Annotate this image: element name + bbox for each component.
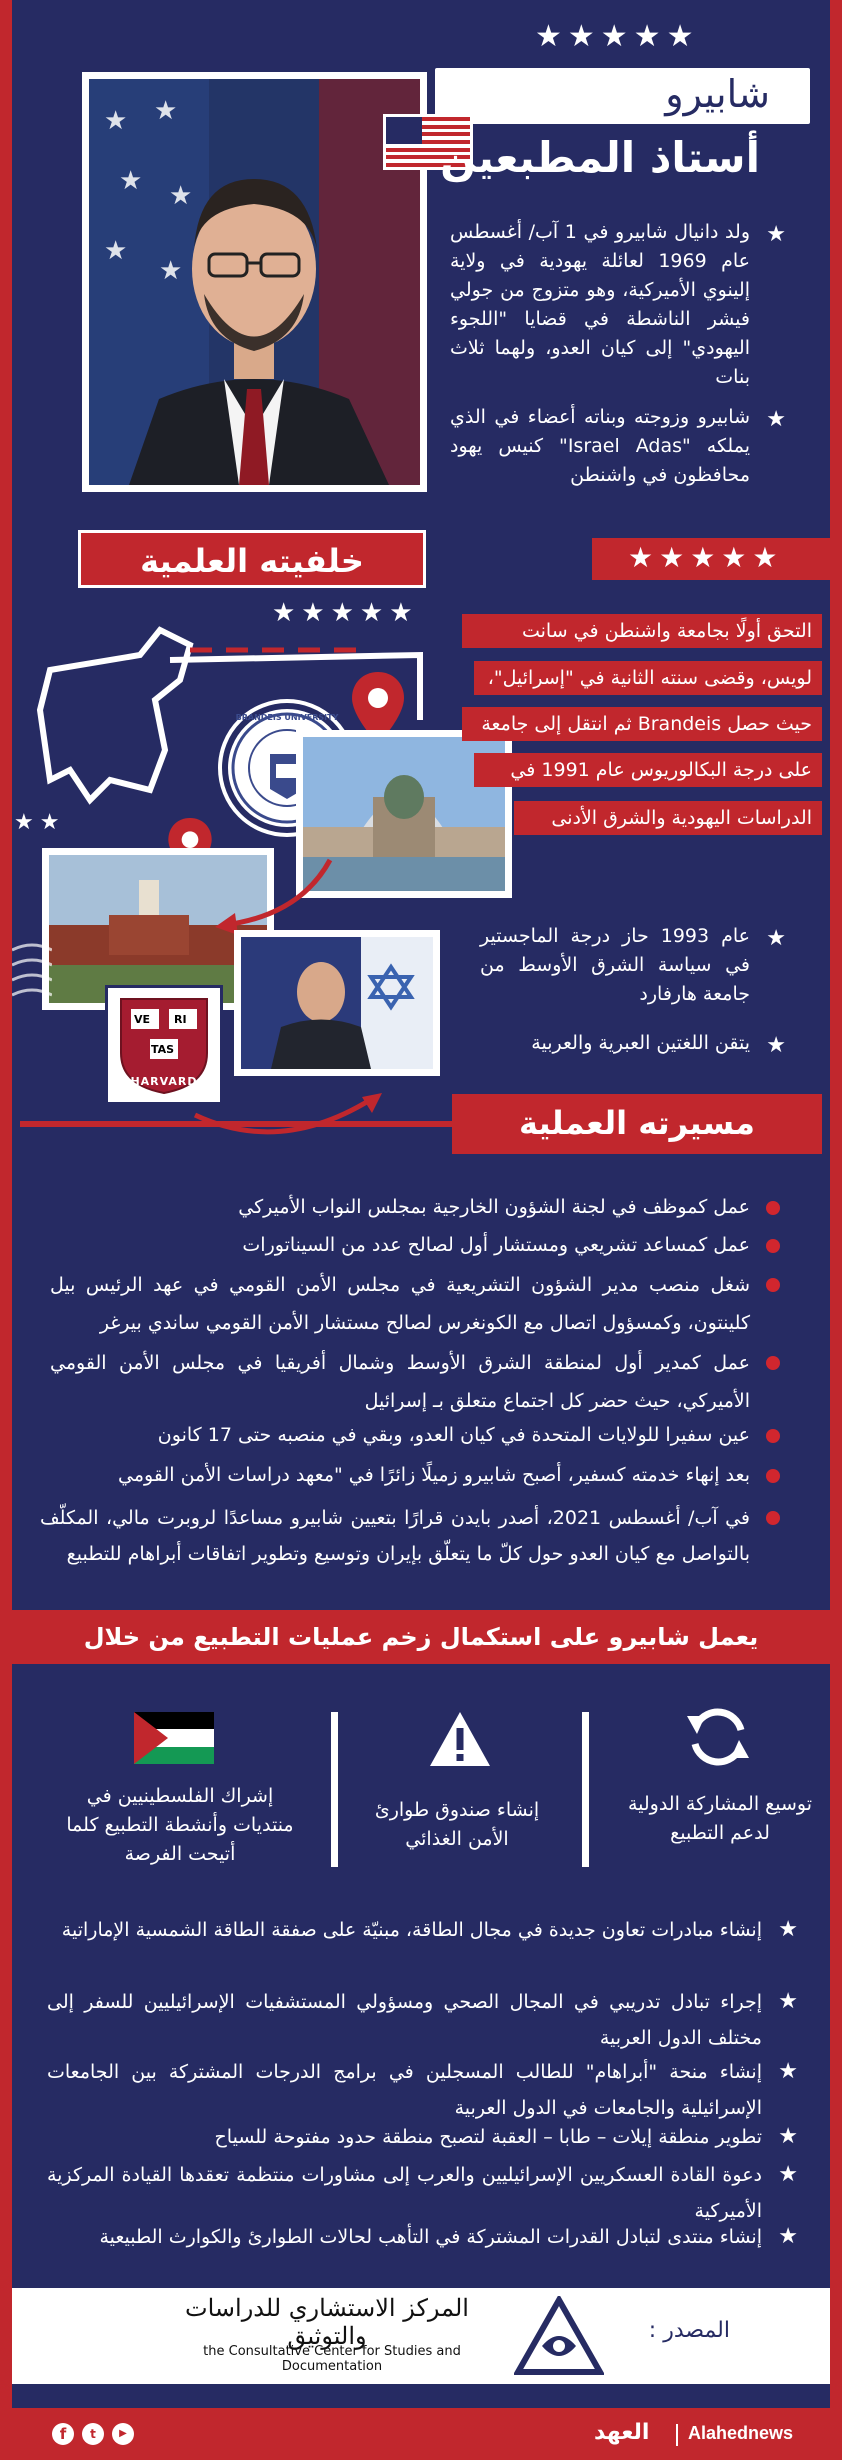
education-line-3: حيث حصل Brandeis ثم انتقل إلى جامعة (462, 707, 822, 741)
career-item-4: عمل كمدير أول لمنطقة الشرق الأوسط وشمال أفريقيا في مجلس الأمن القومي الأميركي، حيث حضر كل اجتماع متعلق بـ إسرائيل (50, 1344, 750, 1420)
svg-text:★: ★ (154, 96, 178, 126)
bio-item-2: ★ شابيرو وزوجته وبناته أعضاء في الذي يملكه "Israel Adas" كنيس يهود محافظون في واشنطن (450, 406, 786, 486)
palestine-flag-icon (134, 1712, 214, 1764)
red-dot-bullet-icon (766, 1469, 780, 1483)
normalization-item-3: ★ إنشاء منحة "أبراهام" للطالب المسجلين في برامج الدرجات المشتركة بين الجامعات الإسرائيلية والجامعات في الدول العربية (47, 2054, 762, 2126)
map-stars: ★★★★★ (272, 598, 419, 628)
brand-name-en: Alahednews (688, 2423, 794, 2443)
bio-item-1: ★ ولد دانيال شابيرو في 1 آب/ أغسطس عام 1969 لعائلة يهودية في ولاية إلينوي الأميركية، وهو متزوج من جولي فيشر الناشطة في قضايا "اللجوء اليهودي" إلى كيان العدو، ولهما ثلاث بنات (450, 221, 786, 388)
svg-text:★: ★ (159, 256, 183, 286)
career-item-6: بعد إنهاء خدمته كسفير، أصبح شابيرو زميلًا زائرًا في "معهد دراسات الأمن القومي (50, 1460, 750, 1490)
svg-text:★: ★ (169, 181, 193, 211)
star-bullet-icon: ★ (766, 1033, 786, 1058)
career-heading-line (20, 1121, 460, 1127)
star-bullet-icon: ★ (778, 1989, 798, 2014)
star-bullet-icon: ★ (778, 2059, 798, 2084)
red-dot-bullet-icon (766, 1511, 780, 1525)
brand-logo-ar: العهد (594, 2420, 650, 2445)
pillar-divider (331, 1712, 338, 1867)
red-curved-arrow-icon (210, 855, 340, 935)
star-bullet-icon: ★ (778, 2224, 798, 2249)
source-label: المصدر : (648, 2318, 730, 2343)
career-item-3: شغل منصب مدير الشؤون التشريعية في مجلس الأمن القومي في عهد الرئيس بيل كلينتون، وكمسؤول اتصال مع الكونغرس لصالح مستشار الأمن القومي ساندي بيرغر (50, 1266, 750, 1342)
svg-text:★: ★ (104, 236, 128, 266)
red-dot-bullet-icon (766, 1356, 780, 1370)
normalization-item-4: ★ تطوير منطقة إيلات – طابا – العقبة لتصبح منطقة حدود مفتوحة للسياح (47, 2120, 762, 2154)
red-dot-bullet-icon (766, 1239, 780, 1253)
center-name-en: the Consultative Center for Studies and Documentation (203, 2344, 461, 2374)
youtube-icon[interactable]: ▶ (112, 2423, 134, 2445)
red-dot-bullet-icon (766, 1278, 780, 1292)
veritas-ri: RI (174, 1013, 187, 1026)
page-title: أستاذ المطبعين (440, 133, 760, 182)
source-box (12, 2288, 830, 2384)
pillar-2: إنشاء صندوق طوارئ الأمن الغذائي (374, 1799, 540, 1850)
side-stars: ★★ (14, 810, 66, 835)
career-heading: مسيرته العملية (452, 1094, 822, 1154)
star-bullet-icon: ★ (766, 222, 786, 247)
star-bullet-icon: ★ (778, 1917, 798, 1942)
normalization-item-2: ★ إجراء تبادل تدريبي في المجال الصحي ومسؤولي المستشفيات الإسرائيليين للسفر إلى مختلف الدول العربية (47, 1984, 762, 2056)
career-item-1: عمل كموظف في لجنة الشؤون الخارجية بمجلس النواب الأميركي (50, 1192, 750, 1222)
stars-banner (592, 538, 832, 580)
bottom-curved-arrow-icon (190, 1085, 390, 1145)
twitter-icon[interactable]: t (82, 2423, 104, 2445)
star-bullet-icon: ★ (778, 2124, 798, 2149)
star-bullet-icon: ★ (766, 926, 786, 951)
pillar-1: توسيع المشاركة الدولية لدعم التطبيع (627, 1793, 813, 1844)
veritas-tas: TAS (151, 1043, 175, 1056)
warning-icon (428, 1710, 492, 1768)
normalization-item-1: ★ إنشاء مبادرات تعاون جديدة في مجال الطاقة، مبنيّة على صفقة الطاقة الشمسية الإماراتية (47, 1912, 762, 1948)
education-bullet-1: ★ عام 1993 حاز درجة الماجستير في سياسة الشرق الأوسط من جامعة هارفارد (480, 925, 786, 1005)
portrait-photo (82, 72, 427, 492)
shapiro-speaking-photo (234, 930, 440, 1076)
portrait-illustration (89, 79, 420, 485)
normalization-heading: يعمل شابيرو على استكمال زخم عمليات التطبيع من خلال (12, 1610, 830, 1664)
career-item-2: عمل كمساعد تشريعي ومستشار أول لصالح عدد من السيناتورات (50, 1230, 750, 1260)
postmark-lines (12, 940, 52, 1060)
star-bullet-icon: ★ (778, 2162, 798, 2187)
education-bullet-2: ★ يتقن اللغتين العبرية والعربية (531, 1032, 786, 1058)
education-heading: خلفيته العلمية (78, 530, 426, 588)
red-dot-bullet-icon (766, 1429, 780, 1443)
harvard-label: HARVARD (130, 1075, 198, 1088)
name-label: شابيرو (665, 72, 770, 116)
education-line-2: لويس، وقضى سنته الثانية في "إسرائيل"، (474, 661, 822, 695)
career-item-7: في آب/ أغسطس 2021، أصدر بايدن قرارًا بتعيين شابيرو مساعدًا لروبرت مالي، المكلّف بالتواصل مع كيان العدو حول كلّ ما يتعلّق بإيران وتوسيع وتطوير اتفاقات أبراهام للتطبيع (40, 1500, 750, 1572)
footer-divider (676, 2424, 678, 2446)
banner-stars: ★★★★★ (628, 541, 784, 574)
footer-bar (0, 2410, 842, 2460)
svg-text:★: ★ (119, 166, 143, 196)
education-line-1: التحق أولًا بجامعة واشنطن في سانت (462, 614, 822, 648)
normalization-item-5: ★ دعوة القادة العسكريين الإسرائيليين والعرب إلى مشاورات منتظمة تعقدها القيادة المركزية الأميركية (47, 2157, 762, 2229)
education-line-5: الدراسات اليهودية والشرق الأدنى (514, 801, 822, 835)
education-line-4: على درجة البكالوريوس عام 1991 في (474, 753, 822, 787)
svg-text:★: ★ (104, 106, 128, 136)
pillar-3: إشراك الفلسطينيين في منتديات وأنشطة التطبيع كلما أتيحت الفرصة (66, 1785, 294, 1865)
brandeis-seal: BRANDEIS UNIVERSITY (222, 703, 352, 833)
star-bullet-icon: ★ (766, 407, 786, 432)
consultative-center-logo (514, 2296, 604, 2376)
red-dot-bullet-icon (766, 1201, 780, 1215)
veritas-ve: VE (134, 1013, 151, 1026)
refresh-icon (683, 1702, 753, 1772)
normalization-item-6: ★ إنشاء منتدى لتبادل القدرات المشتركة في التأهب لحالات الطوارئ والكوارث الطبيعية (47, 2220, 762, 2254)
header-stars: ★★★★★ (535, 19, 700, 54)
center-name-ar: المركز الاستشاري للدراسات والتوثيق (185, 2294, 469, 2350)
facebook-icon[interactable]: f (52, 2423, 74, 2445)
pillar-divider (582, 1712, 589, 1867)
career-item-5: عين سفيرا للولايات المتحدة في كيان العدو، وبقي في منصبه حتى 17 كانون (50, 1420, 750, 1450)
name-box (435, 68, 810, 124)
